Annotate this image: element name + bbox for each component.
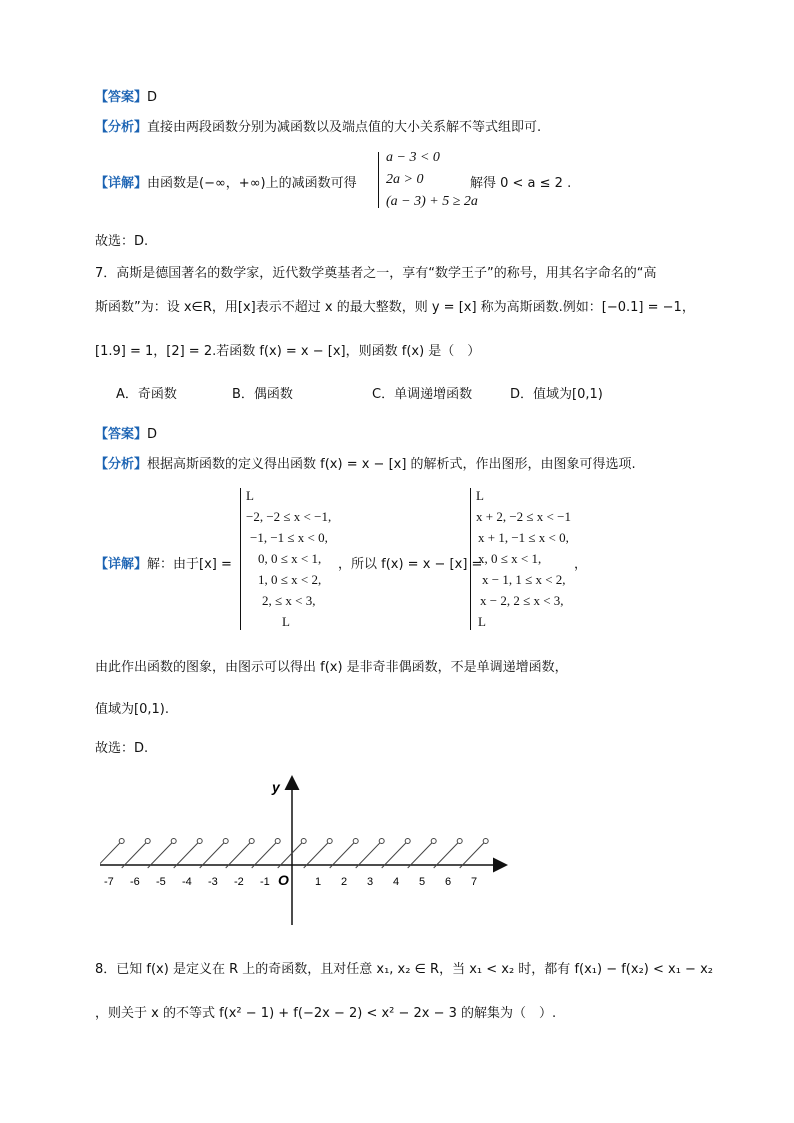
system-line-1: a − 3 < 0 <box>386 150 440 165</box>
piece2-row: x, 0 ≤ x < 1, <box>478 551 542 566</box>
open-endpoint <box>119 839 124 844</box>
q7-stem-line-2: 斯函数”为：设 x∈R，用[x]表示不超过 x 的最大整数，则 y = [x] 称为高斯函数.例如：[−0.1] = −1， <box>95 300 695 315</box>
detail-text: 由函数是(−∞，+∞)上的减函数可得 <box>147 176 357 191</box>
piece2-row: x + 1, −1 ≤ x < 0, <box>478 530 569 545</box>
piece1-row: −2, −2 ≤ x < −1, <box>246 509 332 524</box>
analysis-line-q6 <box>95 116 541 135</box>
detail-line-q6 <box>95 172 357 191</box>
q7-choice: 故选：D. <box>95 741 149 756</box>
graph-segment <box>330 841 356 868</box>
open-endpoint <box>301 839 306 844</box>
detail-tag: 【详解】 <box>95 557 148 572</box>
origin-label: O <box>278 872 289 888</box>
q7-stem-line-1: 7．高斯是德国著名的数学家，近代数学奠基者之一，享有“数学王子”的称号，用其名字命名的“高 <box>95 266 657 281</box>
piece1-row: L <box>282 614 290 629</box>
x-tick-label: -6 <box>130 876 140 888</box>
piece2-row: x + 2, −2 ≤ x < −1 <box>476 509 571 524</box>
system-brace <box>378 152 379 208</box>
piece1-row: 1, 0 ≤ x < 2, <box>258 572 322 587</box>
answer-line-q6 <box>95 86 157 105</box>
open-endpoint <box>379 839 384 844</box>
open-endpoint <box>353 839 358 844</box>
piece2-row: L <box>476 488 484 503</box>
graph-segment <box>174 841 200 868</box>
piece1-row: 2, ≤ x < 3, <box>262 593 316 608</box>
graph-segment <box>148 841 174 868</box>
open-endpoint <box>145 839 150 844</box>
system-line-3: (a − 3) + 5 ≥ 2a <box>386 194 478 209</box>
x-tick-label: -7 <box>104 876 114 888</box>
answer-value: D <box>147 427 158 442</box>
open-endpoint <box>327 839 332 844</box>
graph-segment <box>434 841 460 868</box>
detail-suffix: ， <box>574 557 588 572</box>
answer-line-q7 <box>95 423 157 442</box>
graph-segment <box>408 841 434 868</box>
system-line-2: 2a > 0 <box>386 172 424 187</box>
x-tick-label: 3 <box>367 876 374 888</box>
graph-segment <box>356 841 382 868</box>
x-tick-label: 2 <box>341 876 348 888</box>
x-tick-label: -1 <box>260 876 270 888</box>
graph-segment <box>382 841 408 868</box>
x-tick-label: 1 <box>315 876 322 888</box>
x-tick-label: -4 <box>182 876 192 888</box>
x-tick-label: 4 <box>393 876 400 888</box>
answer-value: D <box>147 90 158 105</box>
piece1-brace <box>240 488 241 630</box>
option-d: D．值域为[0,1) <box>510 387 603 402</box>
open-endpoint <box>249 839 254 844</box>
open-endpoint <box>457 839 462 844</box>
analysis-text: 直接由两段函数分别为减函数以及端点值的大小关系解不等式组即可. <box>147 120 542 135</box>
piece2-brace <box>470 488 471 630</box>
q7-stem-line-3: [1.9] = 1，[2] = 2.若函数 f(x) = x − [x]，则函数 f(x) 是（ ） <box>95 344 481 359</box>
sawtooth-graph <box>100 770 520 930</box>
graph-segment <box>122 841 148 868</box>
detail-tag: 【详解】 <box>95 176 148 191</box>
q6-choice: 故选：D. <box>95 234 149 249</box>
open-endpoint <box>171 839 176 844</box>
y-axis-label: y <box>272 779 280 795</box>
graph-segment <box>200 841 226 868</box>
open-endpoint <box>483 839 488 844</box>
option-b: B．偶函数 <box>232 387 293 402</box>
x-tick-label: -2 <box>234 876 244 888</box>
option-c: C．单调递增函数 <box>372 387 473 402</box>
graph-segment <box>278 841 304 868</box>
graph-segment <box>252 841 278 868</box>
option-a: A．奇函数 <box>116 387 177 402</box>
open-endpoint <box>431 839 436 844</box>
open-endpoint <box>223 839 228 844</box>
detail-line-q7 <box>95 553 232 572</box>
graph-segment <box>100 841 122 868</box>
q8-stem-line-2: ，则关于 x 的不等式 f(x² − 1) + f(−2x − 2) < x² − 2x − 3 的解集为（ ）. <box>95 1006 557 1021</box>
q7-conclusion-1: 由此作出函数的图象，由图示可以得出 f(x) 是非奇非偶函数，不是单调递增函数， <box>95 660 568 675</box>
graph-segment <box>304 841 330 868</box>
piece2-row: x − 1, 1 ≤ x < 2, <box>482 572 566 587</box>
piece2-row: x − 2, 2 ≤ x < 3, <box>480 593 564 608</box>
x-tick-label: 5 <box>419 876 426 888</box>
x-tick-label: 6 <box>445 876 452 888</box>
x-tick-label: 7 <box>471 876 478 888</box>
piece1-row: 0, 0 ≤ x < 1, <box>258 551 322 566</box>
analysis-tag: 【分析】 <box>95 457 148 472</box>
q7-conclusion-2: 值域为[0,1). <box>95 702 169 717</box>
piece1-row: −1, −1 ≤ x < 0, <box>250 530 328 545</box>
open-endpoint <box>275 839 280 844</box>
analysis-line-q7 <box>95 453 636 472</box>
graph-segment <box>460 841 486 868</box>
analysis-tag: 【分析】 <box>95 120 148 135</box>
x-tick-label: -3 <box>208 876 218 888</box>
open-endpoint <box>197 839 202 844</box>
detail-middle: ，所以 f(x) = x − [x] = <box>338 557 483 572</box>
q6-result: 解得 0 < a ≤ 2 . <box>470 176 572 191</box>
q8-stem-line-1: 8．已知 f(x) 是定义在 R 上的奇函数，且对任意 x₁, x₂ ∈ R，当 x₁ < x₂ 时，都有 f(x₁) − f(x₂) < x₁ − x₂ <box>95 962 713 977</box>
open-endpoint <box>405 839 410 844</box>
answer-tag: 【答案】 <box>95 90 148 105</box>
answer-tag: 【答案】 <box>95 427 148 442</box>
graph-segment <box>226 841 252 868</box>
x-tick-label: -5 <box>156 876 166 888</box>
piece2-row: L <box>478 614 486 629</box>
detail-prefix: 解：由于[x] = <box>147 557 232 572</box>
analysis-text: 根据高斯函数的定义得出函数 f(x) = x − [x] 的解析式，作出图形，由图象可得选项. <box>147 457 636 472</box>
piece1-row: L <box>246 488 254 503</box>
